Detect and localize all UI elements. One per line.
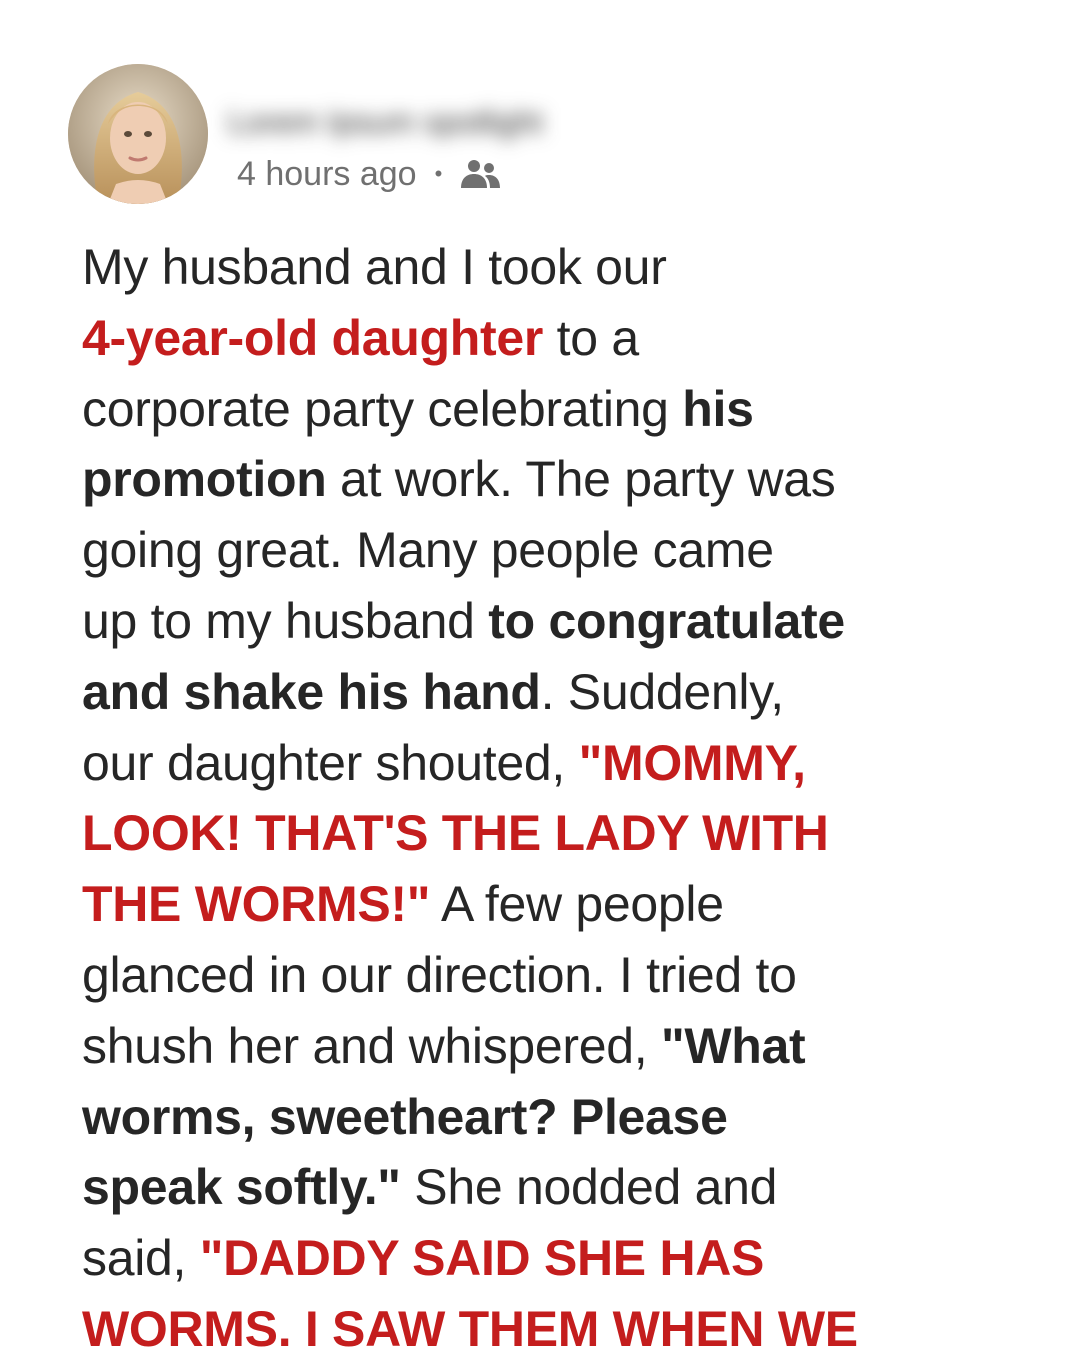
bold-text: worms, sweetheart? Please — [82, 1088, 728, 1145]
body-text: our daughter shouted, — [82, 734, 579, 791]
post-timestamp[interactable]: 4 hours ago — [237, 154, 417, 193]
bold-text: promotion — [82, 451, 327, 508]
post-text-line — [82, 232, 1022, 303]
post-text-line — [82, 869, 1022, 940]
post-meta — [237, 152, 502, 196]
highlight-text: "DADDY SAID SHE HAS — [199, 1230, 765, 1287]
body-text: said, — [82, 1230, 200, 1287]
body-text: . Suddenly, — [540, 663, 784, 720]
bold-text: his — [682, 380, 754, 437]
body-text: going great. Many people came — [82, 522, 774, 579]
bold-text: and shake his hand — [82, 663, 541, 720]
highlight-text: WORMS. I SAW THEM WHEN WE — [82, 1300, 858, 1357]
body-text: My husband and I took our — [82, 239, 667, 295]
meta-separator: • — [434, 161, 443, 186]
body-text: at work. The party was — [326, 451, 836, 508]
post-text-line — [82, 303, 1022, 374]
body-text: She nodded and — [400, 1159, 778, 1216]
body-text: A few people — [430, 876, 724, 933]
post-text-line — [82, 1152, 1022, 1223]
bold-text: to congratulate — [488, 592, 845, 649]
post-text-line — [82, 940, 1022, 1011]
body-text: shush her and whispered, — [82, 1017, 661, 1074]
post-text-line — [82, 515, 1022, 586]
bold-text: speak softly." — [82, 1159, 401, 1216]
post-text-line — [82, 728, 1022, 799]
post-text-line — [82, 1011, 1022, 1082]
post-text-line — [82, 374, 1022, 445]
post-text — [82, 232, 1022, 1365]
highlight-text: LOOK! THAT'S THE LADY WITH — [82, 805, 829, 862]
post-text-line — [82, 1223, 1022, 1294]
post-text-line — [82, 1294, 1022, 1365]
highlight-text: "MOMMY, — [578, 734, 806, 791]
post-text-line — [82, 586, 1022, 657]
friends-icon[interactable] — [458, 157, 502, 191]
author-name[interactable]: Lorem Ipsum spotlight — [228, 104, 543, 140]
post-header — [68, 64, 968, 204]
post-text-line — [82, 657, 1022, 728]
body-text: up to my husband — [82, 592, 489, 649]
highlight-text: 4-year-old daughter — [82, 309, 544, 366]
post-text-line — [82, 444, 1022, 515]
body-text: corporate party celebrating — [82, 380, 683, 437]
body-text: glanced in our direction. I tried to — [82, 946, 797, 1003]
post-text-line — [82, 1082, 1022, 1153]
post-text-line — [82, 798, 1022, 869]
body-text: to a — [543, 309, 639, 366]
profile-photo-icon — [68, 64, 208, 204]
highlight-text: THE WORMS!" — [82, 876, 431, 933]
author-avatar[interactable] — [68, 64, 208, 204]
bold-text: "What — [660, 1017, 806, 1074]
